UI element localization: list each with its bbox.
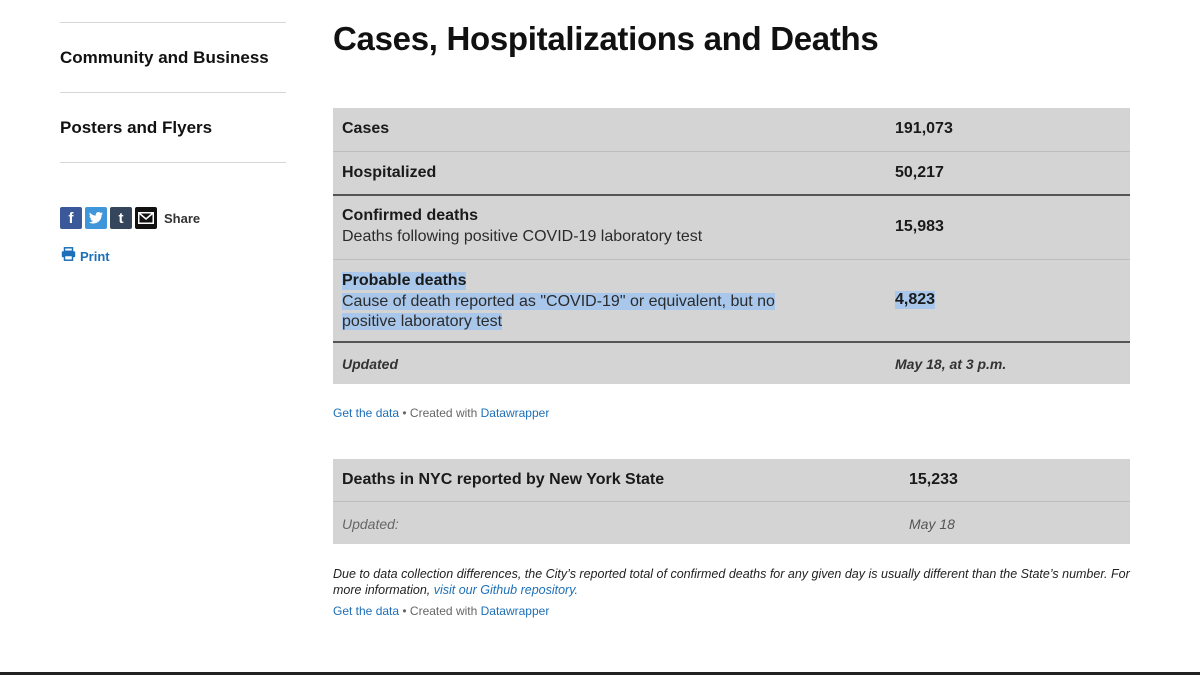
credit-separator: • Created with [399,406,481,420]
table-row [333,196,1130,260]
row-label-state-deaths: Deaths in NYC reported by New York State [342,471,665,488]
row-sub-probable-deaths [342,292,832,332]
row-label-updated: Updated: [342,516,399,532]
sidebar-item-label: Community and Business [60,47,269,67]
table-row [333,459,1130,502]
get-the-data-link[interactable]: Get the data [333,406,400,420]
row-label-hospitalized: Hospitalized [342,164,437,181]
print-link[interactable] [61,247,110,266]
row-value-hospitalized: 50,217 [895,164,944,181]
row-value-confirmed-deaths: 15,983 [895,218,944,235]
twitter-icon[interactable] [85,207,107,229]
table-row [333,502,1130,544]
row-value-state-deaths: 15,233 [909,471,958,488]
facebook-icon[interactable]: f [60,207,82,229]
row-label-confirmed-deaths: Confirmed deaths [342,207,479,224]
data-note [333,566,1133,598]
sidebar-divider [60,162,286,163]
datawrapper-link[interactable]: Datawrapper [480,604,550,618]
datawrapper-credit [333,406,549,420]
share-label[interactable]: Share [164,210,201,226]
sub-line-1: Cause of death reported as "COVID-19" or equivalent, but no [342,293,775,310]
row-value-probable-deaths: 4,823 [895,291,936,308]
row-value-updated: May 18 [909,516,955,532]
sub-line-2: positive laboratory test [342,313,503,330]
email-icon[interactable] [135,207,157,229]
datawrapper-link[interactable]: Datawrapper [480,406,550,420]
row-label-cases: Cases [342,120,390,137]
share-toolbar [60,207,200,229]
row-value-cases: 191,073 [895,120,953,137]
print-label: Print [80,249,110,264]
note-text: Due to data collection differences, the City’s reported total of confirmed deaths for any given day is usually different than the State’s number. For more information, [333,567,1130,597]
row-value-updated: May 18, at 3 p.m. [895,356,1007,372]
table-row [333,260,1130,343]
table-row [333,108,1130,152]
row-sub-confirmed-deaths: Deaths following positive COVID-19 laboratory test [342,228,703,245]
state-deaths-table [333,459,1130,544]
sidebar [60,22,286,163]
get-the-data-link[interactable]: Get the data [333,604,400,618]
tumblr-icon[interactable]: t [110,207,132,229]
credit-separator: • Created with [399,604,481,618]
table-row [333,343,1130,384]
row-label-updated: Updated [342,356,398,372]
table-row [333,151,1130,196]
stats-table [333,108,1130,384]
printer-icon [61,247,76,266]
sidebar-item-posters-and-flyers[interactable] [60,93,286,162]
page-title: Cases, Hospitalizations and Deaths [333,20,879,57]
row-label-probable-deaths: Probable deaths [342,272,467,289]
sidebar-item-label: Posters and Flyers [60,117,213,137]
sidebar-item-community-and-business[interactable] [60,23,286,92]
github-repository-link[interactable]: visit our Github repository. [433,583,579,597]
datawrapper-credit [333,604,549,618]
